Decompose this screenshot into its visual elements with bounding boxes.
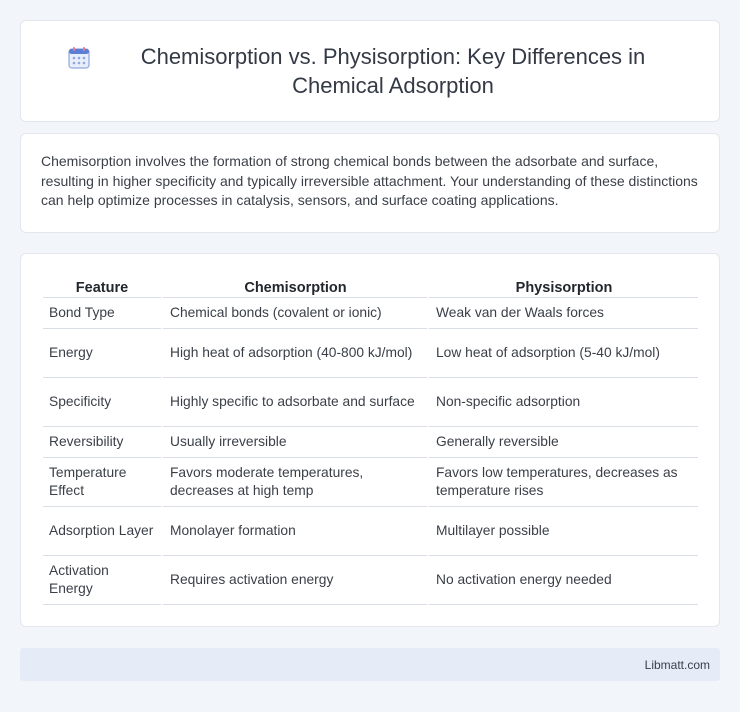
feature-cell: Activation Energy: [43, 556, 161, 605]
chemisorption-cell: Monolayer formation: [161, 507, 427, 556]
table-header-row: [43, 276, 698, 298]
header-feature: Feature: [43, 276, 161, 298]
table-row: [43, 427, 698, 458]
comparison-card: [20, 253, 720, 627]
physisorption-cell: No activation energy needed: [427, 556, 698, 605]
header-physisorption: Physisorption: [427, 276, 698, 298]
chemisorption-cell: Favors moderate temperatures, decreases at high temp: [161, 458, 427, 507]
comparison-table: [43, 276, 698, 605]
chemisorption-cell: Requires activation energy: [161, 556, 427, 605]
physisorption-cell: Multilayer possible: [427, 507, 698, 556]
intro-paragraph: Chemisorption involves the formation of strong chemical bonds between the adsorbate and surface, resulting in higher specificity and typically irreversible attachment. Your understanding of these distinctions can help optimize processes in catalysis, sensors, and surface coating applications.: [41, 153, 698, 208]
calendar-icon: [67, 46, 91, 70]
feature-cell: Energy: [43, 329, 161, 378]
table-row: [43, 507, 698, 556]
feature-cell: Adsorption Layer: [43, 507, 161, 556]
title-wrap: [67, 42, 673, 100]
physisorption-cell: Weak van der Waals forces: [427, 298, 698, 329]
chemisorption-cell: High heat of adsorption (40-800 kJ/mol): [161, 329, 427, 378]
table-row: [43, 298, 698, 329]
physisorption-cell: Low heat of adsorption (5-40 kJ/mol): [427, 329, 698, 378]
table-row: [43, 329, 698, 378]
table-row: [43, 378, 698, 427]
feature-cell: Reversibility: [43, 427, 161, 458]
table-row: [43, 458, 698, 507]
table-row: [43, 556, 698, 605]
chemisorption-cell: Usually irreversible: [161, 427, 427, 458]
physisorption-cell: Favors low temperatures, decreases as temperature rises: [427, 458, 698, 507]
title-card: [20, 20, 720, 122]
feature-cell: Temperature Effect: [43, 458, 161, 507]
footer: [20, 648, 720, 681]
physisorption-cell: Non-specific adsorption: [427, 378, 698, 427]
page-title: Chemisorption vs. Physisorption: Key Differences in Chemical Adsorption: [140, 44, 646, 98]
physisorption-cell: Generally reversible: [427, 427, 698, 458]
chemisorption-cell: Chemical bonds (covalent or ionic): [161, 298, 427, 329]
footer-brand[interactable]: Libmatt.com: [644, 657, 710, 672]
header-chemisorption: Chemisorption: [161, 276, 427, 298]
feature-cell: Bond Type: [43, 298, 161, 329]
chemisorption-cell: Highly specific to adsorbate and surface: [161, 378, 427, 427]
intro-card: [20, 133, 720, 233]
feature-cell: Specificity: [43, 378, 161, 427]
